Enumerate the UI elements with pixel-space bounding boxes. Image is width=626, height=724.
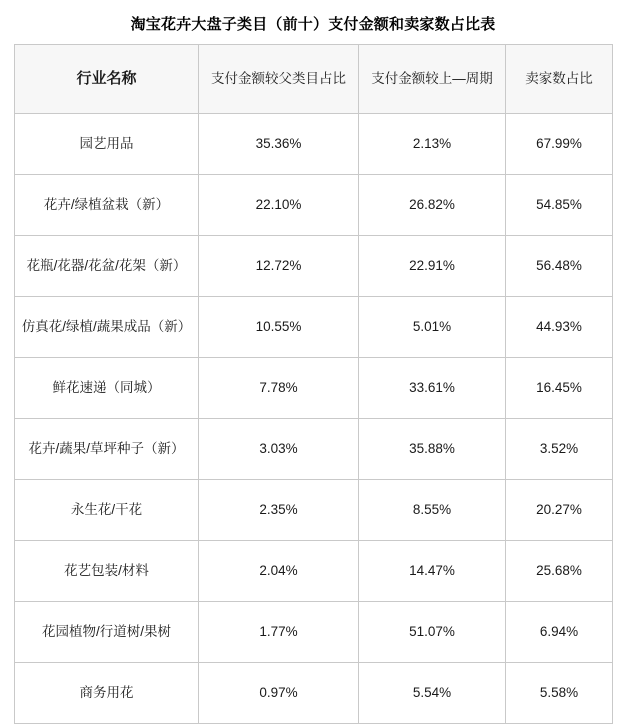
cell-industry-name: 鲜花速递（同城） [15,358,199,419]
cell-industry-name: 永生花/干花 [15,480,199,541]
cell-period-change: 5.54% [359,663,506,724]
cell-seller-share: 25.68% [506,541,613,602]
column-header-period-change: 支付金额较上—周期 [359,45,506,114]
cell-parent-share: 10.55% [199,297,359,358]
table-header [15,45,613,114]
cell-parent-share: 0.97% [199,663,359,724]
cell-seller-share: 3.52% [506,419,613,480]
cell-seller-share: 44.93% [506,297,613,358]
cell-industry-name: 商务用花 [15,663,199,724]
cell-parent-share: 22.10% [199,175,359,236]
cell-seller-share: 16.45% [506,358,613,419]
cell-period-change: 26.82% [359,175,506,236]
table-row [15,175,613,236]
cell-industry-name: 花瓶/花器/花盆/花架（新） [15,236,199,297]
table-container [0,44,626,724]
page-title: 淘宝花卉大盘子类目（前十）支付金额和卖家数占比表 [130,16,496,33]
cell-parent-share: 2.35% [199,480,359,541]
table-row [15,663,613,724]
cell-seller-share: 56.48% [506,236,613,297]
cell-parent-share: 12.72% [199,236,359,297]
cell-parent-share: 7.78% [199,358,359,419]
cell-parent-share: 2.04% [199,541,359,602]
cell-period-change: 51.07% [359,602,506,663]
cell-parent-share: 3.03% [199,419,359,480]
table-row [15,480,613,541]
cell-seller-share: 20.27% [506,480,613,541]
cell-seller-share: 6.94% [506,602,613,663]
cell-industry-name: 花园植物/行道树/果树 [15,602,199,663]
table-row [15,419,613,480]
cell-period-change: 14.47% [359,541,506,602]
cell-seller-share: 67.99% [506,114,613,175]
table-header-row [15,45,613,114]
cell-industry-name: 花艺包装/材料 [15,541,199,602]
column-header-seller-share: 卖家数占比 [506,45,613,114]
cell-seller-share: 54.85% [506,175,613,236]
table-row [15,541,613,602]
cell-period-change: 5.01% [359,297,506,358]
table-row [15,236,613,297]
column-header-industry: 行业名称 [15,45,199,114]
cell-parent-share: 1.77% [199,602,359,663]
table-body [15,114,613,724]
table-row [15,297,613,358]
cell-industry-name: 花卉/绿植盆栽（新） [15,175,199,236]
cell-parent-share: 35.36% [199,114,359,175]
cell-industry-name: 仿真花/绿植/蔬果成品（新） [15,297,199,358]
cell-period-change: 8.55% [359,480,506,541]
table-row [15,602,613,663]
cell-seller-share: 5.58% [506,663,613,724]
cell-period-change: 33.61% [359,358,506,419]
cell-period-change: 35.88% [359,419,506,480]
cell-industry-name: 园艺用品 [15,114,199,175]
category-share-table [14,44,613,724]
table-row [15,114,613,175]
cell-period-change: 22.91% [359,236,506,297]
table-row [15,358,613,419]
cell-period-change: 2.13% [359,114,506,175]
column-header-parent-share: 支付金额较父类目占比 [199,45,359,114]
cell-industry-name: 花卉/蔬果/草坪种子（新） [15,419,199,480]
